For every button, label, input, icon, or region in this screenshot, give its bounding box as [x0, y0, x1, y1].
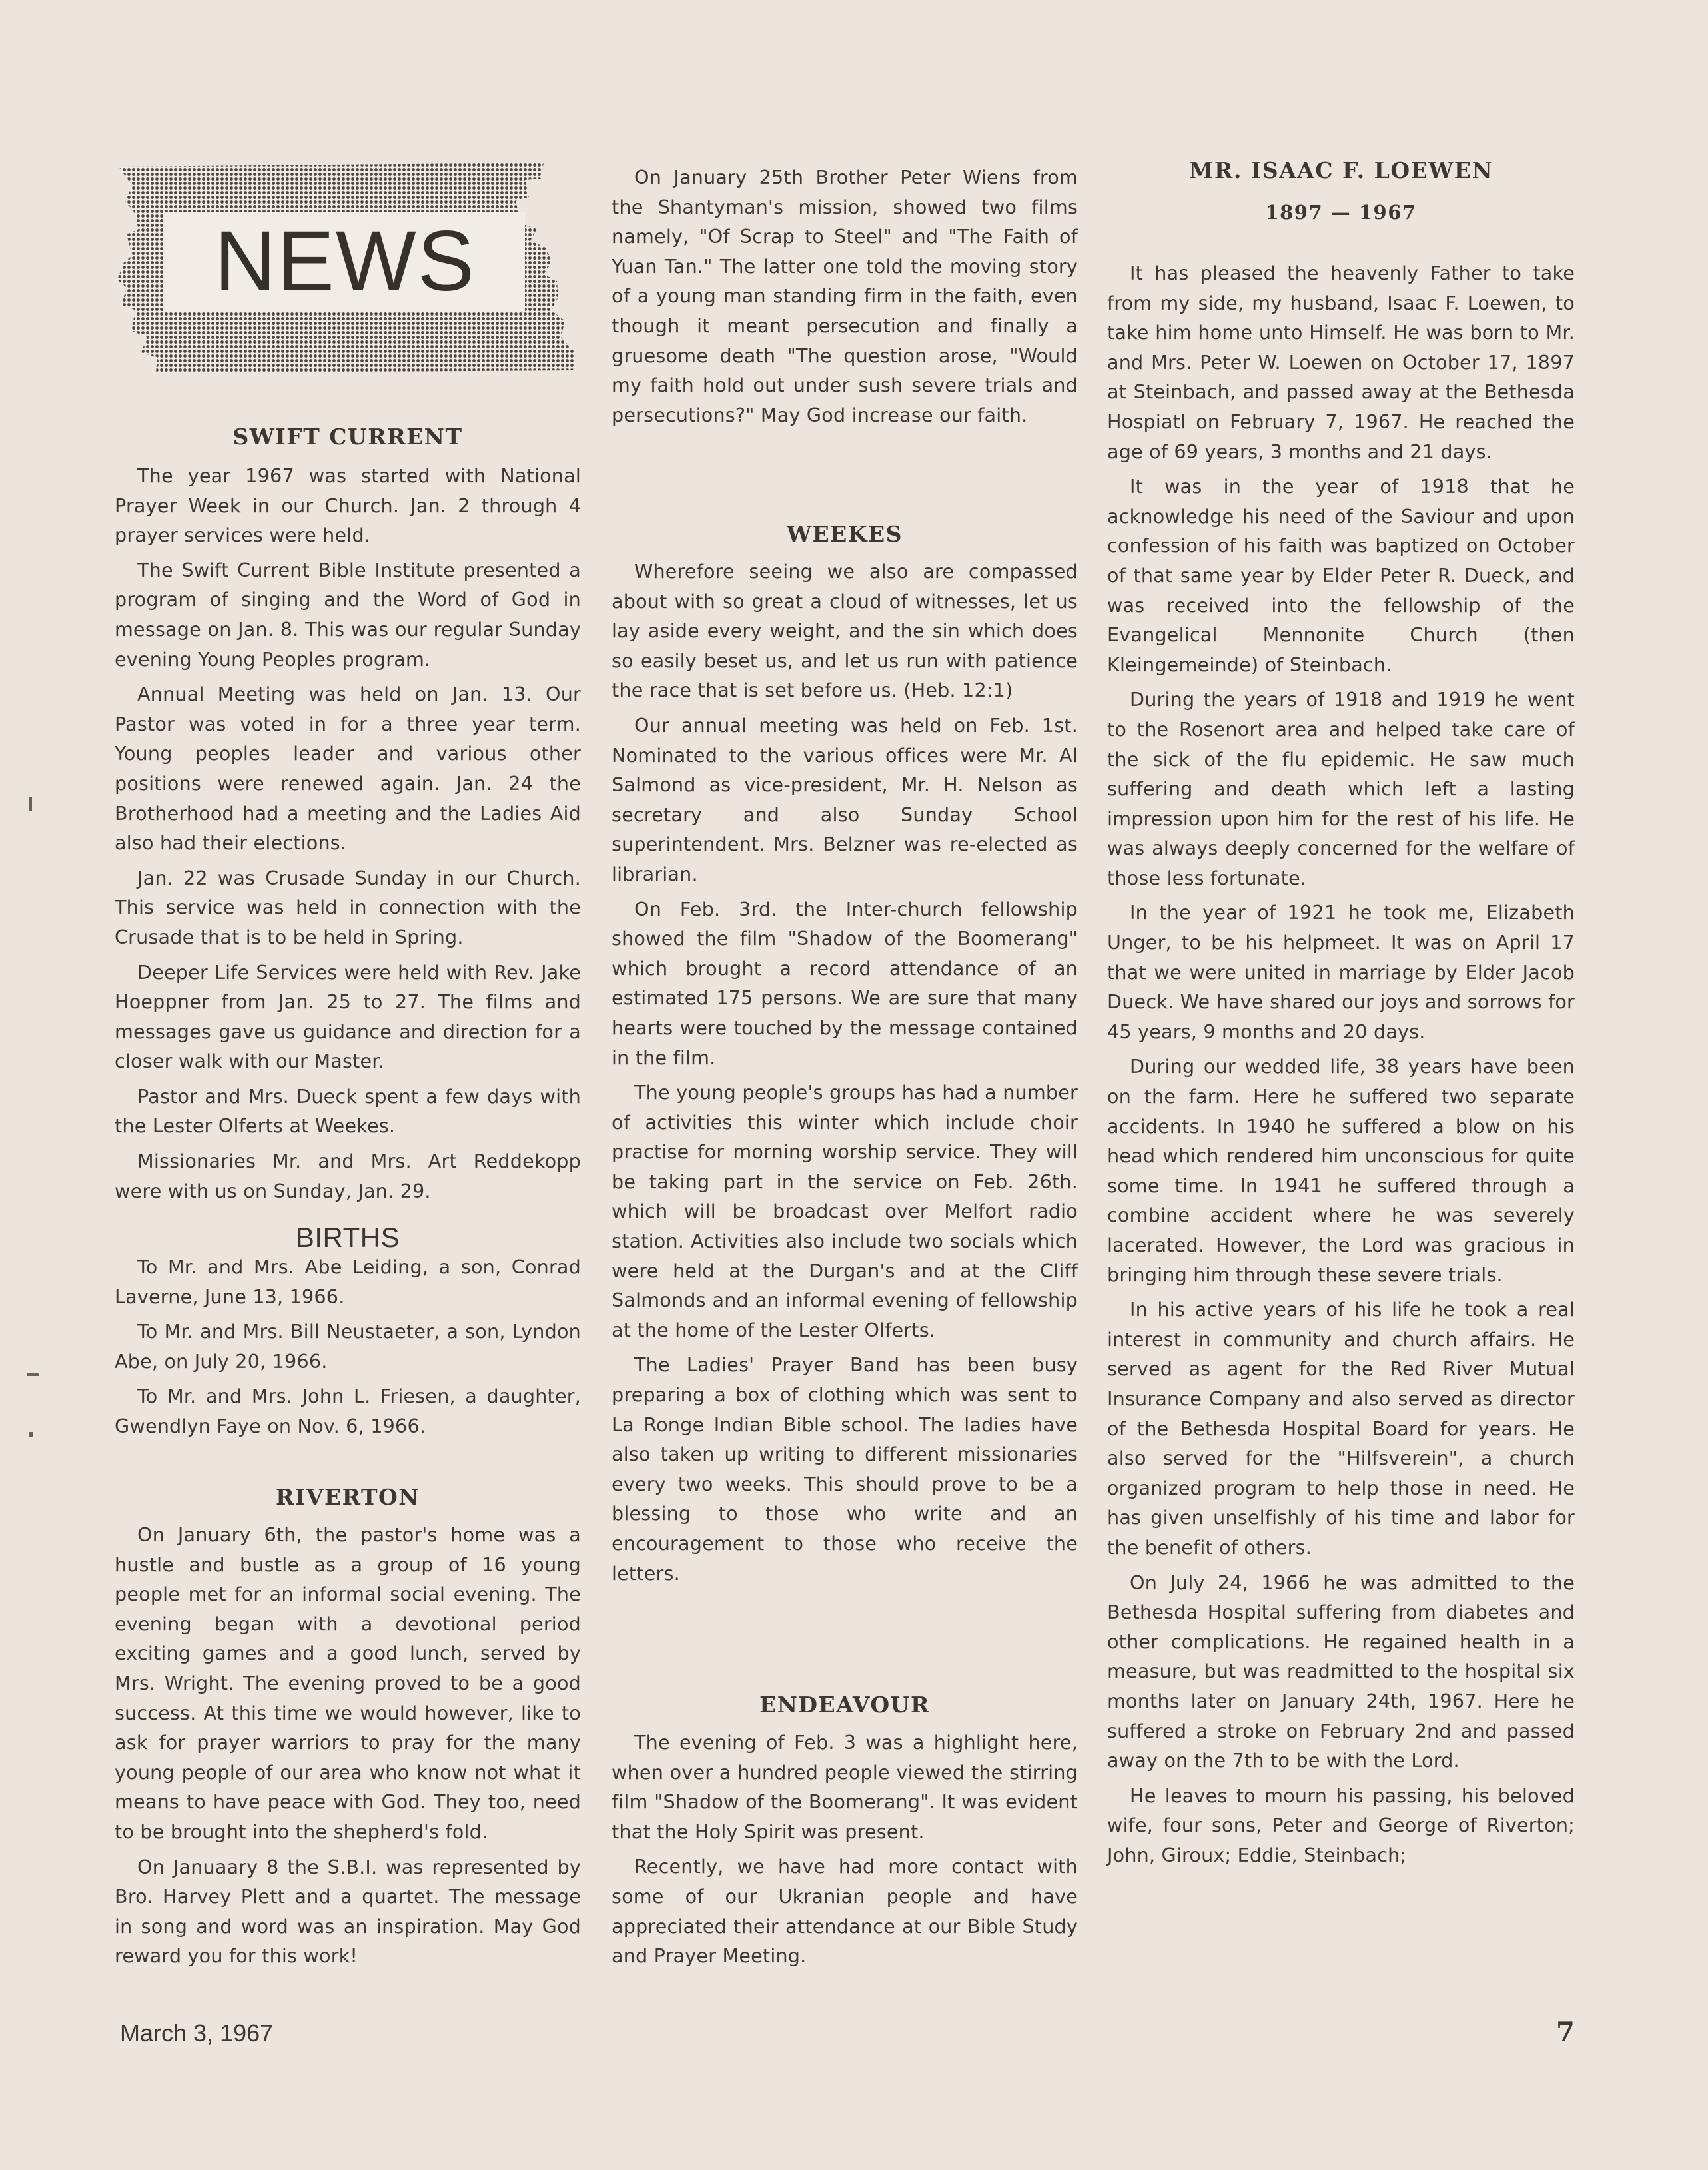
section-heading-riverton: RIVERTON	[276, 1484, 420, 1510]
page-number: 7	[1556, 2017, 1575, 2048]
obituary-body	[1107, 258, 1575, 1875]
obituary-heading: MR. ISAAC F. LOEWEN	[1188, 157, 1494, 183]
paragraph: On July 24, 1966 he was admitted to the Bethesda Hospital suffering from diabetes and other complications. He regained health in a measure, but was readmitted to the hospital six months later on January 24th, 1967. Here he suffered a stroke on February 2nd and passed away on the 7th to be with the Lord.	[1107, 1571, 1575, 1772]
riverton-body	[115, 1520, 581, 1976]
paragraph: On Feb. 3rd. the Inter-church fellowship showed the film "Shadow of the Boomerang" which brought a record attendance of an estimated 175 persons. We are sure that many hearts were touched by the message contained in the film.	[612, 897, 1078, 1069]
paragraph: Pastor and Mrs. Dueck spent a few days with the Lester Olferts at Weekes.	[115, 1084, 581, 1138]
footer-date: March 3, 1967	[120, 2019, 274, 2047]
paragraph: During the years of 1918 and 1919 he went to the Rosenort area and helped take care of the sick of the flu epidemic. He saw much suffering and death which left a lasting impression upon him for the rest of his life. He was always deeply concerned for the welfare of those less fortunate.	[1107, 688, 1575, 889]
births-body	[115, 1252, 581, 1447]
paragraph: Annual Meeting was held on Jan. 13. Our Pastor was voted in for a three year term. Young peoples leader and various other positions were renewed again. Jan. 24 the Brotherhood had a meeting and the Ladies Aid also had their elections.	[115, 683, 581, 855]
paragraph: In his active years of his life he took a real interest in community and church affairs. He served as agent for the Red River Mutual Insurance Company and also served as director of the Bethesda Hospital Board for years. He also served for the "Hilfsverein", a church organized program to help those in need. He has given unselfishly of his time and labor for the benefit of others.	[1107, 1298, 1575, 1559]
paragraph: Deeper Life Services were held with Rev. Jake Hoeppner from Jan. 25 to 27. The films and messages gave us guidance and direction for a closer walk with our Master.	[115, 960, 581, 1073]
paragraph: To Mr. and Mrs. Bill Neustaeter, a son, Lyndon Abe, on July 20, 1966.	[115, 1320, 581, 1373]
paragraph: In the year of 1921 he took me, Elizabeth Unger, to be his helpmeet. It was on April 17 that we were united in marriage by Elder Jacob Dueck. We have shared our joys and sorrows for 45 years, 9 months and 20 days.	[1107, 901, 1575, 1043]
section-heading-weekes: WEEKES	[786, 521, 903, 547]
film-report-body	[612, 163, 1078, 435]
endeavour-body	[612, 1728, 1078, 1976]
section-heading-swift-current: SWIFT CURRENT	[232, 424, 463, 450]
weekes-body	[612, 557, 1078, 1593]
paragraph: The Ladies' Prayer Band has been busy preparing a box of clothing which was sent to La Ronge Indian Bible school. The ladies have also taken up writing to different missionaries every two weeks. This should prove to be a blessing to those who write and an encouragement to those who receive the letters.	[612, 1353, 1078, 1585]
paragraph: On January 25th Brother Peter Wiens from the Shantyman's mission, showed two films namely, "Of Scrap to Steel" and "The Faith of Yuan Tan." The latter one told the moving story of a young man standing firm in the faith, even though it meant persecution and finally a gruesome death "The question arose, "Would my faith hold out under sush severe trials and persecutions?" May God increase our faith.	[612, 166, 1078, 426]
paragraph: The year 1967 was started with National Prayer Week in our Church. Jan. 2 through 4 prayer services were held.	[115, 464, 581, 547]
paragraph: To Mr. and Mrs. Abe Leiding, a son, Conrad Laverne, June 13, 1966.	[115, 1256, 581, 1308]
paragraph: The young people's groups has had a number of activities this winter which include choir practise for morning worship service. They will be taking part in the service on Feb. 26th. which will be broadcast over Melfort radio station. Activities also include two socials which were held at the Durgan's and at the Cliff Salmonds and an informal evening of fellowship at the home of the Lester Olferts.	[612, 1081, 1078, 1341]
news-title: NEWS	[165, 212, 525, 312]
swift-current-body	[115, 461, 581, 1211]
paragraph: Jan. 22 was Crusade Sunday in our Church. This service was held in connection with the Crusade that is to be held in Spring.	[115, 866, 581, 948]
paragraph: Missionaries Mr. and Mrs. Art Reddekopp were with us on Sunday, Jan. 29.	[115, 1150, 581, 1202]
paragraph: He leaves to mourn his passing, his beloved wife, four sons, Peter and George of Riverton; John, Giroux; Eddie, Steinbach;	[1107, 1784, 1575, 1866]
scan-mark	[29, 797, 32, 811]
paragraph: Recently, we have had more contact with some of our Ukranian people and have appreciated their attendance at our Bible Study and Prayer Meeting.	[612, 1855, 1078, 1968]
paragraph: To Mr. and Mrs. John L. Friesen, a daughter, Gwendlyn Faye on Nov. 6, 1966.	[115, 1385, 581, 1437]
section-heading-endeavour: ENDEAVOUR	[759, 1692, 930, 1718]
paragraph: Wherefore seeing we also are compassed about with so great a cloud of witnesses, let us lay aside every weight, and the sin which does so easily beset us, and let us run with patience the race that is set before us. (Heb. 12:1)	[612, 560, 1078, 702]
paragraph: Our annual meeting was held on Feb. 1st. Nominated to the various offices were Mr. Al Salmond as vice-president, Mr. H. Nelson as secretary and also Sunday School superintendent. Mrs. Belzner was re-elected as librarian.	[612, 713, 1078, 885]
paragraph: It was in the year of 1918 that he acknowledge his need of the Saviour and upon confession of his faith was baptized on October of that same year by Elder Peter R. Dueck, and was received into the fellowship of the Evangelical Mennonite Church (then Kleingemeinde) of Steinbach.	[1107, 475, 1575, 676]
paragraph: During our wedded life, 38 years have been on the farm. Here he suffered two separate accidents. In 1940 he suffered a blow on his head which rendered him unconscious for quite some time. In 1941 he suffered through a combine accident where he was severely lacerated. However, the Lord was gracious in bringing him through these severe trials.	[1107, 1055, 1575, 1286]
paragraph: It has pleased the heavenly Father to take from my side, my husband, Isaac F. Loewen, to take him home unto Himself. He was born to Mr. and Mrs. Peter W. Loewen on October 17, 1897 at Steinbach, and passed away at the Bethesda Hospiatl on February 7, 1967. He reached the age of 69 years, 3 months and 21 days.	[1107, 262, 1575, 463]
obituary-years: 1897 — 1967	[1265, 201, 1417, 224]
paragraph: The evening of Feb. 3 was a highlight here, when over a hundred people viewed the stirring film "Shadow of the Boomerang". It was evident that the Holy Spirit was present.	[612, 1731, 1078, 1843]
paragraph: The Swift Current Bible Institute presented a program of singing and the Word of God in message on Jan. 8. This was our regular Sunday evening Young Peoples program.	[115, 558, 581, 671]
scan-mark	[27, 1373, 39, 1376]
section-heading-births: BIRTHS	[295, 1222, 400, 1253]
paragraph: On Januaary 8 the S.B.I. was represented by Bro. Harvey Plett and a quartet. The message in song and word was an inspiration. May God reward you for this work!	[115, 1855, 581, 1968]
paragraph: On January 6th, the pastor's home was a hustle and bustle as a group of 16 young people met for an informal social evening. The evening began with a devotional period exciting games and a good lunch, served by Mrs. Wright. The evening proved to be a good success. At this time we would however, like to ask for prayer warriors to pray for the many young people of our area who know not what it means to have peace with God. They too, need to be brought into the shepherd's fold.	[115, 1523, 581, 1843]
news-logo	[117, 163, 577, 376]
scan-mark	[29, 1432, 33, 1437]
